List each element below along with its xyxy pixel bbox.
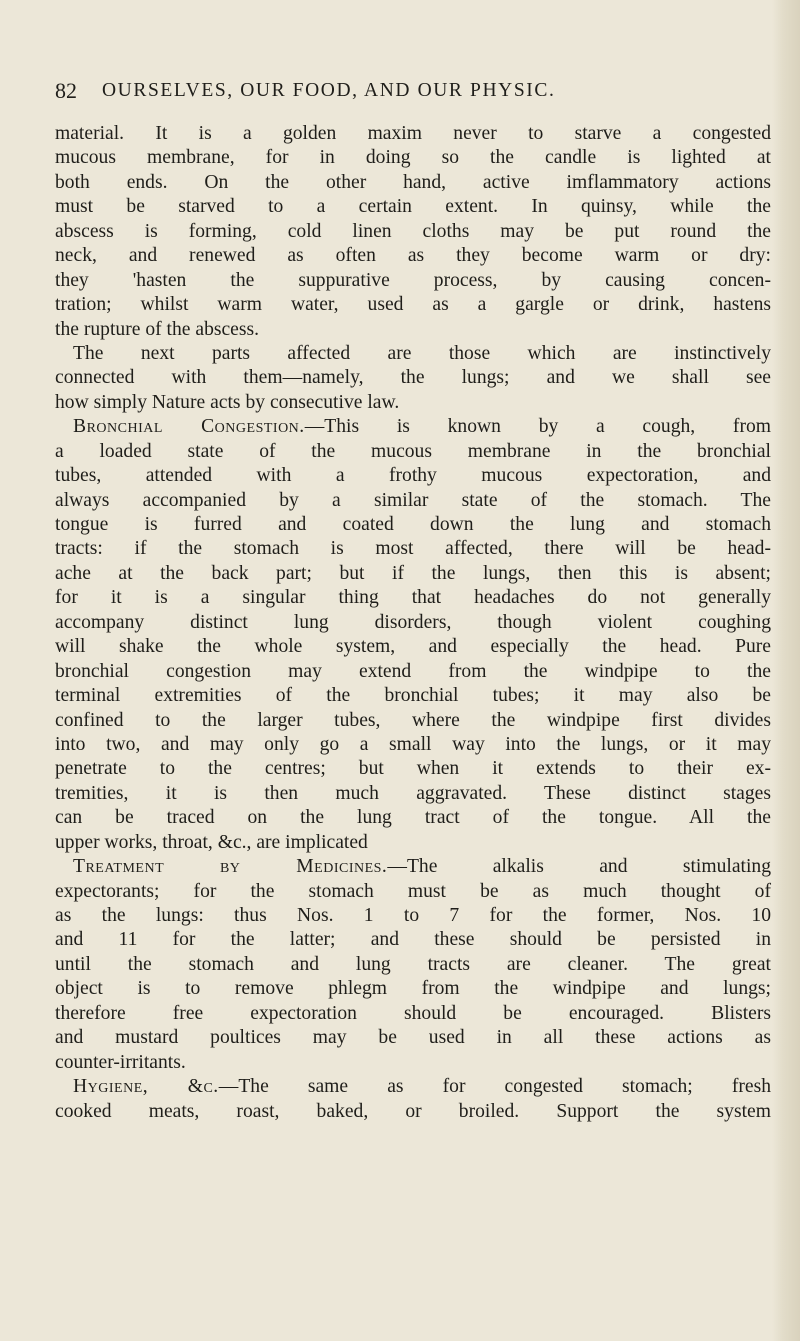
text-line: tracts: if the stomach is most affected, there will be head- (55, 538, 771, 560)
section-treatment-by-medicines (55, 855, 771, 1075)
text-line: confined to the larger tubes, where the windpipe first divides (55, 709, 771, 731)
section-first-line (55, 415, 771, 439)
text-line: both ends. On the other hand, active imflammatory actions (55, 171, 771, 193)
text-line: tongue is furred and coated down the lung and stomach (55, 514, 771, 535)
section-bronchial-congestion (55, 415, 771, 855)
text-line: a loaded state of the mucous membrane in the bronchial (55, 440, 771, 462)
text-line: counter-irritants. (55, 1051, 186, 1073)
text-line: object is to remove phlegm from the windpipe and lungs; (55, 978, 771, 1000)
text-line: bronchial congestion may extend from the windpipe to the (55, 660, 771, 682)
section-hygiene (55, 1075, 771, 1124)
page-edge-shadow (772, 0, 800, 1341)
section-heading: Treatment by Medicines. (73, 856, 388, 878)
text-run: —The same as for congested stomach; fresh (218, 1076, 771, 1098)
text-line: as the lungs: thus Nos. 1 to 7 for the former, Nos. 10 (55, 905, 771, 926)
text-line: must be starved to a certain extent. In quinsy, while the (55, 196, 771, 218)
text-line: neck, and renewed as often as they become warm or dry: (55, 245, 771, 267)
text-line: tration; whilst warm water, used as a gargle or drink, hastens (55, 294, 771, 316)
text-line: therefore free expectoration should be encouraged. Blisters (55, 1002, 771, 1024)
text-line: they 'hasten the suppurative process, by causing concen- (55, 269, 771, 291)
text-line: expectorants; for the stomach must be as much thought of (55, 880, 771, 902)
text-line: cooked meats, roast, baked, or broiled. Support the system (55, 1100, 771, 1122)
section-first-line (55, 1075, 771, 1099)
text-line: penetrate to the centres; but when it extends to their ex- (55, 758, 771, 780)
text-line: tremities, it is then much aggravated. These distinct stages (55, 782, 771, 804)
text-line: accompany distinct lung disorders, though violent coughing (55, 611, 771, 633)
paragraph-lungs (55, 342, 771, 415)
text-line: into two, and may only go a small way into the lungs, or it may (55, 733, 771, 755)
page-number: 82 (55, 78, 77, 103)
text-line: ache at the back part; but if the lungs, then this is absent; (55, 562, 771, 584)
text-run: —The alkalis and stimulating (387, 856, 771, 878)
text-line: the rupture of the abscess. (55, 318, 260, 340)
section-heading: Bronchial Congestion. (73, 416, 305, 438)
text-line: tubes, attended with a frothy mucous expectoration, and (55, 465, 771, 487)
text-line: material. It is a golden maxim never to starve a congested (55, 123, 771, 144)
text-line: until the stomach and lung tracts are cleaner. The great (55, 953, 771, 975)
text-line: upper works, throat, &c., are implicated (55, 831, 368, 853)
text-line: for it is a singular thing that headaches do not generally (55, 587, 771, 609)
text-run: —This is known by a cough, from (304, 416, 772, 438)
section-heading: Hygiene, &c. (73, 1076, 219, 1098)
text-line: and mustard poultices may be used in all these actions as (55, 1027, 771, 1049)
text-line: always accompanied by a similar state of the stomach. The (55, 489, 771, 511)
text-line: The next parts affected are those which are instinctively (73, 342, 771, 364)
text-line: and 11 for the latter; and these should be persisted in (55, 929, 771, 951)
running-title: OURSELVES, OUR FOOD, AND OUR PHYSIC. (102, 80, 556, 101)
text-line: can be traced on the lung tract of the tongue. All the (55, 807, 771, 829)
page-header (55, 78, 755, 108)
text-line: how simply Nature acts by consecutive law. (55, 391, 400, 413)
section-first-line (55, 855, 771, 879)
text-line: will shake the whole system, and especially the head. Pure (55, 636, 771, 658)
body-text (55, 122, 771, 1124)
text-line: terminal extremities of the bronchial tubes; it may also be (55, 685, 771, 707)
text-line: abscess is forming, cold linen cloths may be put round the (55, 220, 771, 242)
text-line: connected with them—namely, the lungs; and we shall see (55, 367, 771, 389)
paragraph-continuation (55, 122, 771, 342)
text-line: mucous membrane, for in doing so the candle is lighted at (55, 147, 771, 169)
